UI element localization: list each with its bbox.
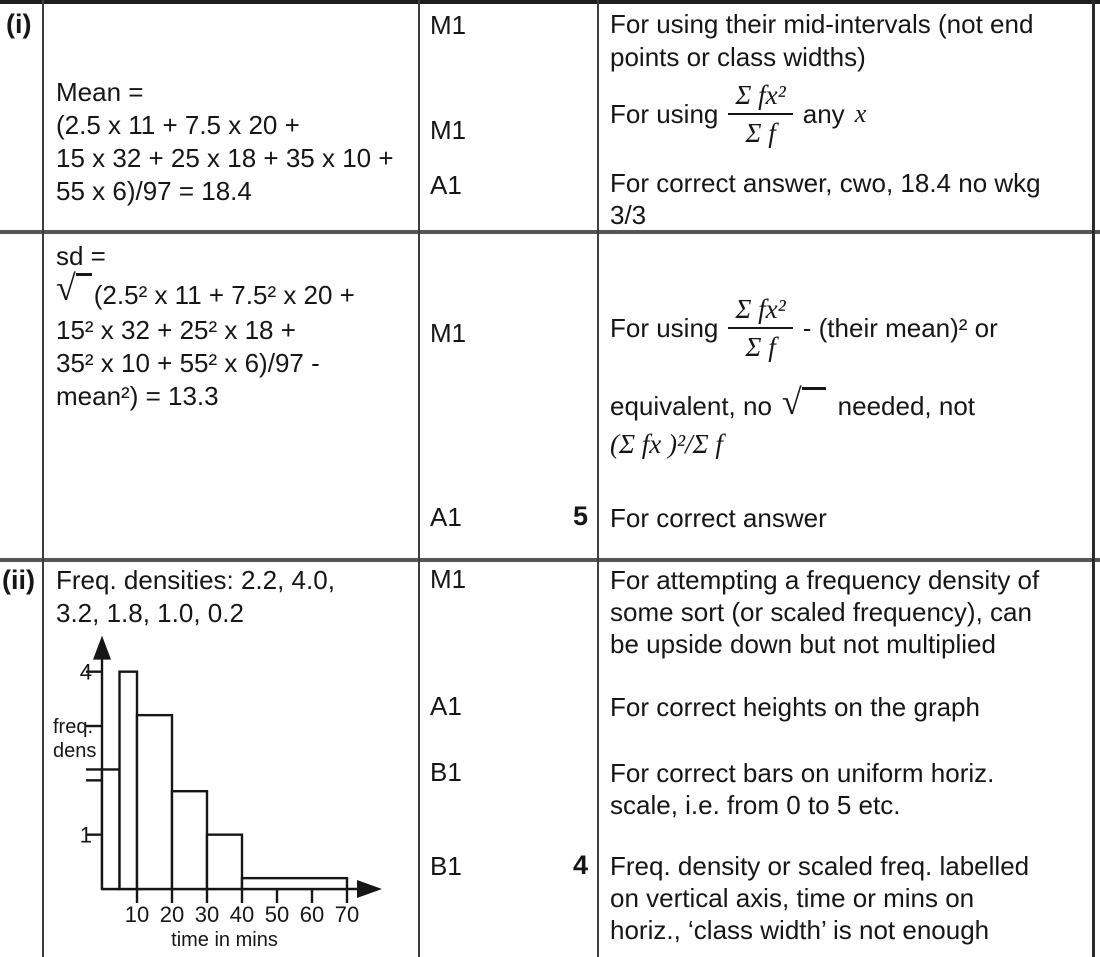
y-axis-title: dens (53, 740, 97, 763)
desc-not-formula: (Σ fx )²/Σ f (610, 429, 723, 459)
desc-correct-heights: For correct heights on the graph (610, 692, 980, 722)
desc-variance-formula-line (610, 294, 998, 362)
mark-code-a1: A1 (430, 502, 462, 532)
x-tick-label: 10 (124, 902, 150, 927)
desc-equivalent-pre: equivalent, no (610, 391, 772, 421)
mark-code-m1: M1 (430, 115, 467, 145)
desc-correct-answer-line1: For correct answer, cwo, 18.4 no wkg (610, 168, 1041, 198)
fraction-denominator: Σ f (745, 118, 776, 149)
x-tick-label: 70 (334, 902, 360, 927)
x-tick-label: 20 (159, 902, 185, 927)
y-axis-arrow (93, 636, 111, 660)
y-tick-label: 4 (79, 659, 92, 685)
mark-code-m1: M1 (430, 10, 467, 40)
formula-prefix: For using (610, 313, 719, 344)
x-tick-label: 30 (194, 902, 220, 927)
desc-attempt-fd-line3: be upside down but not multiplied (610, 629, 996, 659)
desc-axis-labels-line2: on vertical axis, time or mins on (610, 883, 975, 913)
frequency-density-histogram (40, 630, 410, 957)
radical-sign: √ (781, 382, 802, 422)
fraction-numerator: Σ fx² (728, 80, 792, 115)
total-marks-5: 5 (572, 501, 588, 531)
fraction-denominator: Σ f (745, 332, 776, 363)
histogram-bar (102, 769, 120, 889)
desc-attempt-fd-line1: For attempting a frequency density of (610, 565, 1040, 595)
row-divider-1 (0, 230, 1100, 234)
question-part-label-ii: (ii) (2, 565, 35, 595)
desc-correct-bars-line2: scale, i.e. from 0 to 5 etc. (610, 790, 901, 820)
formula-suffix-any: any (802, 99, 845, 130)
row-divider-2 (0, 558, 1100, 562)
desc-axis-labels-line3: horiz., ‘class width’ is not enough (610, 915, 990, 945)
radical-sign: √ (56, 268, 76, 308)
y-axis-title: freq. (53, 716, 94, 739)
histogram-bar (172, 791, 207, 889)
x-tick-label: 40 (229, 902, 255, 927)
mark-code-m1: M1 (430, 318, 467, 348)
mark-code-b1: B1 (430, 851, 462, 881)
working-sd-calc1: (2.5² x 11 + 7.5² x 20 + (93, 280, 355, 310)
formula-prefix: For using (610, 99, 719, 130)
question-part-label-i: (i) (6, 9, 32, 39)
mark-code-m1: M1 (430, 564, 467, 594)
x-tick-label: 60 (299, 902, 325, 927)
fraction-sigma-fx2-over-sigma-f (728, 80, 792, 148)
working-mean-line1: Mean = (56, 77, 144, 107)
mark-code-b1: B1 (430, 757, 462, 787)
column-divider-working (418, 0, 420, 957)
histogram-bar (120, 672, 138, 889)
column-divider-marks (597, 0, 599, 957)
working-sd-label: sd = (56, 241, 106, 271)
desc-equivalent-line (610, 382, 976, 424)
x-axis-arrow (357, 880, 382, 898)
working-sd-line1 (56, 268, 355, 311)
formula-variable-x: x (854, 99, 867, 129)
desc-mid-intervals-line1: For using their mid-intervals (not end (610, 9, 1034, 39)
desc-correct-bars-line1: For correct bars on uniform horiz. (610, 758, 995, 788)
working-sd-line3: 35² x 10 + 55² x 6)/97 - (56, 348, 320, 378)
mark-code-a1: A1 (430, 691, 462, 721)
x-tick-label: 50 (264, 902, 290, 927)
working-sd-line2: 15² x 32 + 25² x 18 + (56, 315, 296, 345)
working-mean-line4: 55 x 6)/97 = 18.4 (56, 176, 252, 206)
y-tick-label: 1 (79, 822, 92, 848)
histogram-bar (207, 835, 242, 889)
desc-mid-intervals-line2: points or class widths) (610, 42, 866, 72)
mark-code-a1: A1 (430, 170, 462, 200)
working-sd-line4: mean²) = 13.3 (56, 381, 219, 411)
desc-axis-labels-line1: Freq. density or scaled freq. labelled (610, 851, 1030, 881)
fraction-numerator: Σ fx² (728, 294, 792, 329)
working-freq-densities-line2: 3.2, 1.8, 1.0, 0.2 (56, 598, 244, 628)
histogram-bar (242, 878, 347, 889)
desc-attempt-fd-line2: some sort (or scaled frequency), can (610, 597, 1032, 627)
working-mean-line3: 15 x 32 + 25 x 18 + 35 x 10 + (56, 143, 394, 173)
working-mean-line2: (2.5 x 11 + 7.5 x 20 + (56, 110, 300, 140)
table-border-right (1092, 0, 1095, 957)
formula-suffix-their-mean: - (their mean)² or (802, 313, 998, 344)
x-axis-title: time in mins (171, 929, 278, 951)
desc-mean-formula-line (610, 80, 866, 148)
desc-equivalent-post: needed, not (837, 391, 976, 421)
desc-correct-answer: For correct answer (610, 503, 827, 533)
histogram-bar (137, 715, 172, 889)
table-border-top (0, 0, 1100, 4)
total-marks-4: 4 (572, 850, 588, 880)
working-freq-densities-line1: Freq. densities: 2.2, 4.0, (56, 565, 335, 595)
desc-correct-answer-line2: 3/3 (610, 200, 647, 230)
fraction-sigma-fx2-over-sigma-f (728, 294, 792, 362)
